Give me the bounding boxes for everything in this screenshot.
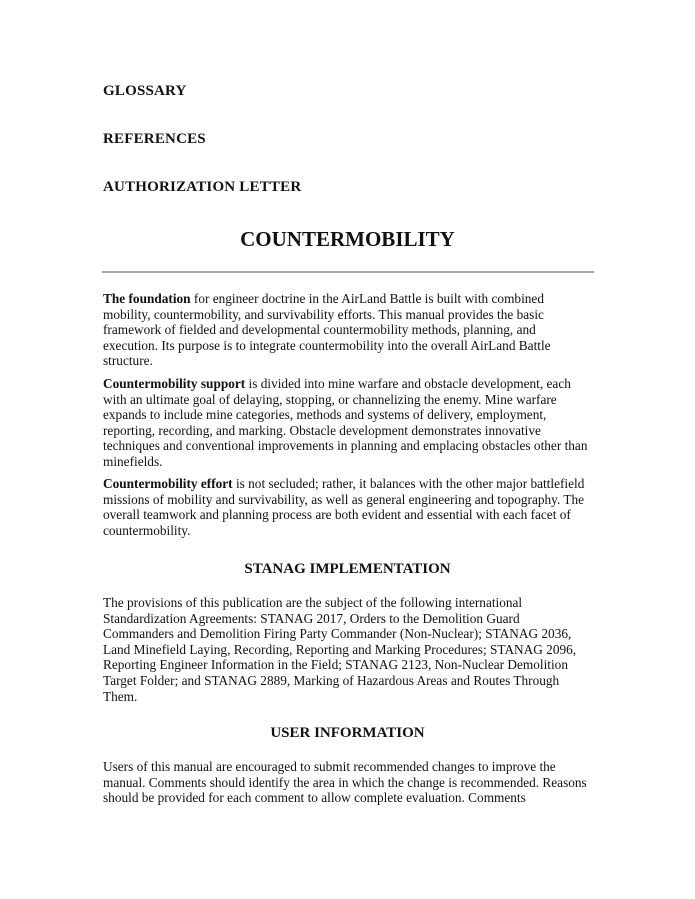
user-info-paragraph: Users of this manual are encouraged to submit recommended changes to improve the manual. Comments should identify the area in which the change is recommended. Reasons should be provided for each comment to allow complete evaluation. Comments xyxy=(103,759,587,806)
intro-lead-effort: Countermobility effort xyxy=(103,476,233,491)
stanag-heading: STANAG IMPLEMENTATION xyxy=(244,561,451,577)
toc-glossary: GLOSSARY xyxy=(103,83,187,99)
intro-lead-support: Countermobility support xyxy=(103,376,246,391)
user-info-heading: USER INFORMATION xyxy=(270,725,425,741)
intro-text-effort: is not secluded; rather, it balances with the other major battlefield missions of mobility and survivability, as well as general engineering and topography. The overall teamwork and planning process are both evident and essential with each facet of countermobility. xyxy=(103,476,585,538)
intro-text-foundation: for engineer doctrine in the AirLand Battle is built with combined mobility, countermobility, and survivability efforts. This manual provides the basic framework of fielded and developmental countermobility methods, planning, and execution. Its purpose is to integrate countermobility into the overall AirLand Battle structure. xyxy=(103,291,551,369)
intro-paragraph-support xyxy=(103,376,593,470)
intro-paragraph-effort xyxy=(103,476,593,538)
intro-lead-foundation: The foundation xyxy=(103,291,191,306)
title-divider xyxy=(102,271,594,273)
toc-authorization-letter: AUTHORIZATION LETTER xyxy=(103,179,302,195)
stanag-paragraph: The provisions of this publication are the subject of the following international Standardization Agreements: STANAG 2017, Orders to the Demolition Guard Commanders and Demolition Firing Party Commander (Non-Nuclear); STANAG 2036, Land Minefield Laying, Recording, Reporting and Marking Procedures; STANAG 2096, Reporting Engineer Information in the Field; STANAG 2123, Non-Nuclear Demolition Target Folder; and STANAG 2889, Marking of Hazardous Areas and Routes Through Them. xyxy=(103,595,577,704)
toc-references: REFERENCES xyxy=(103,131,206,147)
page-title: COUNTERMOBILITY xyxy=(240,227,455,251)
intro-text-support: is divided into mine warfare and obstacle development, each with an ultimate goal of delaying, stopping, or channelizing the enemy. Mine warfare expands to include mine categories, methods and systems of delivery, employment, reporting, recording, and marking. Obstacle development demonstrates innovative techniques and conventional improvements in planning and emplacing obstacles other than minefields. xyxy=(103,376,588,469)
intro-paragraph-foundation xyxy=(103,291,593,369)
